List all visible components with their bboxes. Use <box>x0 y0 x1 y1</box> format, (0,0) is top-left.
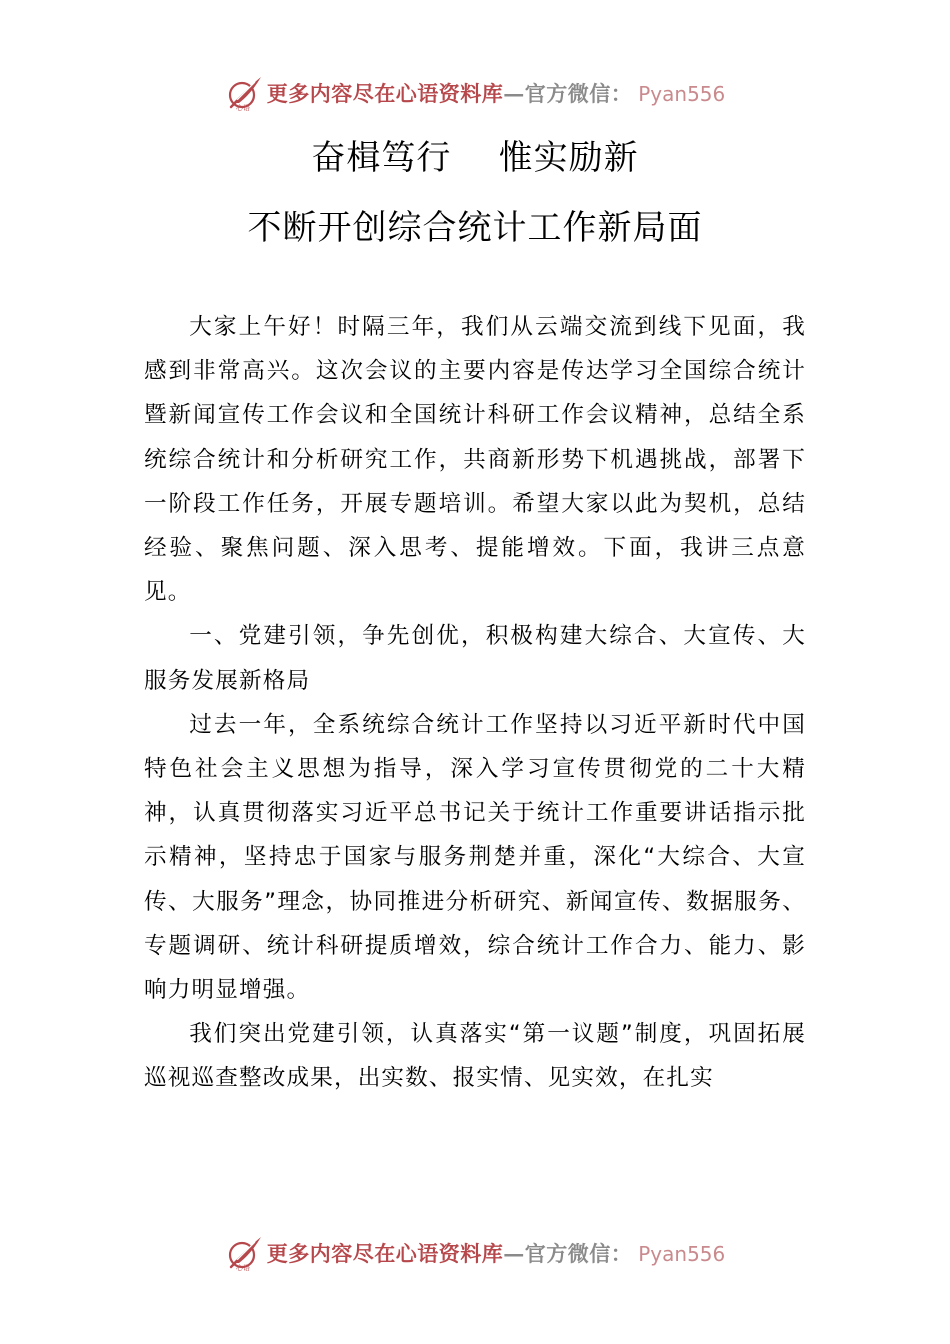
svg-text:心语: 心语 <box>235 1264 250 1272</box>
paragraph: 大家上午好！时隔三年，我们从云端交流到线下见面，我感到非常高兴。这次会议的主要内容是传达学习全国综合统计暨新闻宣传工作会议和全国统计科研工作会议精神，总结全系统综合统计和分析研究工作，共商新形势下机遇挑战，部署下一阶段工作任务，开展专题培训。希望大家以此为契机，总结经验、聚焦问题、深入思考、提能增效。下面，我讲三点意见。 <box>144 314 806 606</box>
document-title: 奋楫笃行 惟实励新 <box>311 138 639 178</box>
section-heading: 一、党建引领，争先创优，积极构建大综合、大宣传、大服务发展新格局 <box>144 623 806 694</box>
watermark-dash: — <box>503 81 525 106</box>
svg-text:心语: 心语 <box>235 104 250 112</box>
header-watermark <box>0 71 950 115</box>
footer-watermark <box>0 1231 950 1275</box>
watermark-wechat-id: Pyan556 <box>638 82 726 106</box>
watermark-site-text: 更多内容尽在心语资料库 <box>266 81 504 106</box>
watermark-site-text: 更多内容尽在心语资料库 <box>266 1241 504 1266</box>
document-body <box>144 305 806 1101</box>
paragraph: 过去一年，全系统综合统计工作坚持以习近平新时代中国特色社会主义思想为指导，深入学习宣传贯彻党的二十大精神，认真贯彻落实习近平总书记关于统计工作重要讲话指示批示精神，坚持忠于国家与服务荆楚并重，深化“大综合、大宣传、大服务”理念，协同推进分析研究、新闻宣传、数据服务、专题调研、统计科研提质增效，综合统计工作合力、能力、影响力明显增强。 <box>144 711 806 1004</box>
watermark-wechat-label: 官方微信： <box>524 1241 633 1266</box>
quill-logo-icon <box>225 73 265 113</box>
paragraph: 我们突出党建引领，认真落实“第一议题”制度，巩固拓展巡视巡查整改成果，出实数、报实情、见实效，在扎实 <box>144 1021 806 1092</box>
quill-logo-icon <box>225 1233 265 1273</box>
document-subtitle: 不断开创综合统计工作新局面 <box>247 208 703 248</box>
watermark-dash: — <box>503 1241 525 1266</box>
watermark-wechat-id: Pyan556 <box>638 1242 726 1266</box>
watermark-wechat-label: 官方微信： <box>524 81 633 106</box>
